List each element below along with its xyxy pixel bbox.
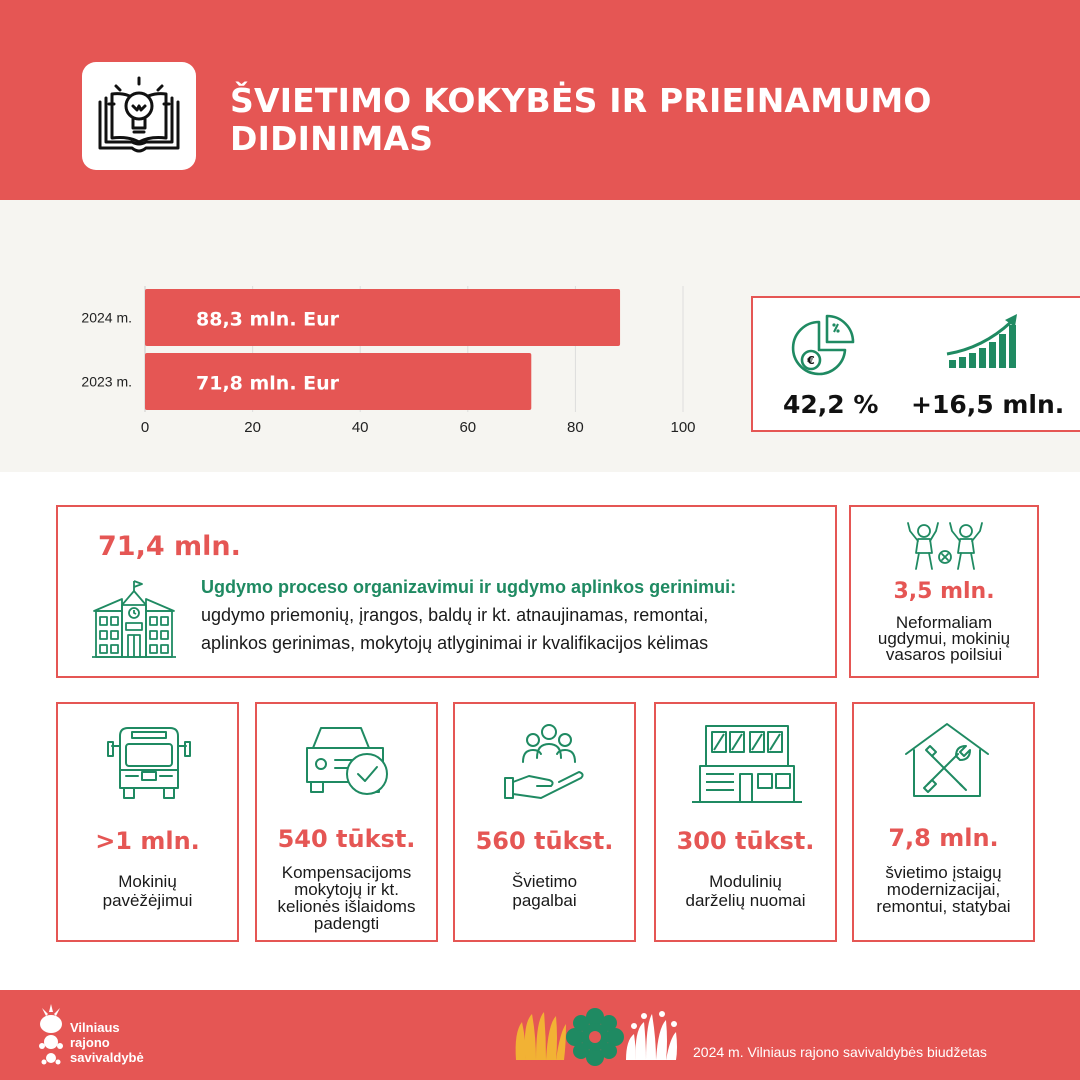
growth-value: +16,5 mln. — [911, 390, 1065, 419]
header — [0, 0, 1080, 200]
bar-value-label: 88,3 mln. Eur — [196, 308, 340, 331]
card-line: pagalbai — [512, 891, 577, 910]
card-modular — [654, 702, 837, 942]
card-description — [656, 872, 835, 910]
x-tick-label: 100 — [670, 419, 696, 436]
car-check-icon — [303, 722, 395, 802]
bar-value-label: 71,8 mln. Eur — [196, 372, 340, 395]
main-card-line: ugdymo priemonių, įrangos, baldų ir kt. atnaujinamas, remontai, — [201, 605, 709, 625]
card-amount: 7,8 mln. — [888, 824, 999, 852]
growth-chart-icon — [943, 312, 1023, 372]
main-card-heading: Ugdymo proceso organizavimui ir ugdymo aplinkos gerinimui: — [201, 577, 737, 597]
card-line: Kompensacijoms — [281, 863, 412, 882]
x-tick-label: 40 — [351, 419, 369, 436]
card-compensation — [255, 702, 438, 942]
footer — [0, 990, 1080, 1080]
card-line: darželių nuomai — [685, 891, 806, 910]
house-tools-icon — [902, 720, 992, 800]
footer-caption: 2024 m. Vilniaus rajono savivaldybės biudžetas — [693, 1044, 987, 1060]
main-card-amount: 71,4 mln. — [98, 531, 241, 562]
side-card-description — [851, 615, 1037, 663]
card-support — [453, 702, 636, 942]
card-line: Mokinių — [118, 872, 177, 891]
card-amount: >1 mln. — [95, 827, 200, 855]
x-tick-label: 20 — [244, 419, 261, 436]
card-line: Modulinių — [709, 872, 782, 891]
side-card-line: ugdymui, mokinių — [877, 629, 1011, 648]
helping-hand-people-icon — [501, 722, 591, 804]
y-category-label: 2024 m. — [81, 309, 132, 326]
x-tick-label: 0 — [140, 419, 150, 436]
side-card-amount: 3,5 mln. — [893, 579, 995, 604]
card-modernization — [852, 702, 1035, 942]
logo-line: Vilniaus — [70, 1020, 120, 1035]
main-card-line: aplinkos gerinimas, mokytojų atlyginimai ir kvalifikacijos kėlimas — [201, 633, 709, 653]
y-category-label: 2023 m. — [81, 373, 132, 390]
card-description — [58, 872, 237, 910]
x-tick-label: 60 — [459, 419, 477, 436]
card-transport — [56, 702, 239, 942]
card-line: padengti — [313, 914, 380, 933]
stat-box — [751, 296, 1080, 432]
page-title: ŠVIETIMO KOKYBĖS IR PRIEINAMUMO DIDINIMAS — [230, 81, 932, 158]
card-line: modernizacijai, — [886, 880, 1001, 899]
municipality-logo-text — [70, 1020, 144, 1065]
school-bus-icon — [104, 724, 194, 804]
side-card-line: vasaros poilsiui — [885, 645, 1003, 664]
main-card-text — [201, 601, 841, 657]
decorative-white-shell-icon — [622, 1010, 680, 1064]
card-line: pavėžėjimui — [102, 891, 193, 910]
side-card — [849, 505, 1039, 678]
card-description — [854, 864, 1033, 915]
pie-chart-euro-icon — [787, 312, 857, 382]
main-card — [56, 505, 837, 678]
school-building-icon — [92, 579, 176, 659]
lightbulb-book-icon — [82, 62, 196, 170]
card-line: kelionės išlaidoms — [277, 897, 416, 916]
card-line: mokytojų ir kt. — [294, 880, 399, 899]
x-tick-label: 80 — [567, 419, 584, 436]
card-amount: 560 tūkst. — [475, 827, 614, 855]
share-value: 42,2 % — [783, 390, 879, 419]
decorative-green-flower-icon — [566, 1008, 624, 1066]
svg-text:€: € — [807, 354, 815, 367]
budget-bar-chart — [0, 200, 720, 472]
card-line: Švietimo — [511, 872, 578, 891]
logo-line: savivaldybė — [70, 1050, 144, 1065]
side-card-line: Neformaliam — [895, 613, 993, 632]
card-description — [257, 864, 436, 932]
modular-building-icon — [692, 722, 802, 806]
card-line: švietimo įstaigų — [885, 863, 1002, 882]
card-description — [455, 872, 634, 910]
municipality-logo-icon — [36, 1002, 66, 1070]
logo-line: rajono — [70, 1035, 110, 1050]
card-amount: 540 tūkst. — [277, 825, 416, 853]
card-line: remontui, statybai — [876, 897, 1011, 916]
children-playing-icon — [904, 517, 988, 573]
decorative-yellow-shell-icon — [512, 1010, 568, 1064]
card-amount: 300 tūkst. — [676, 827, 815, 855]
